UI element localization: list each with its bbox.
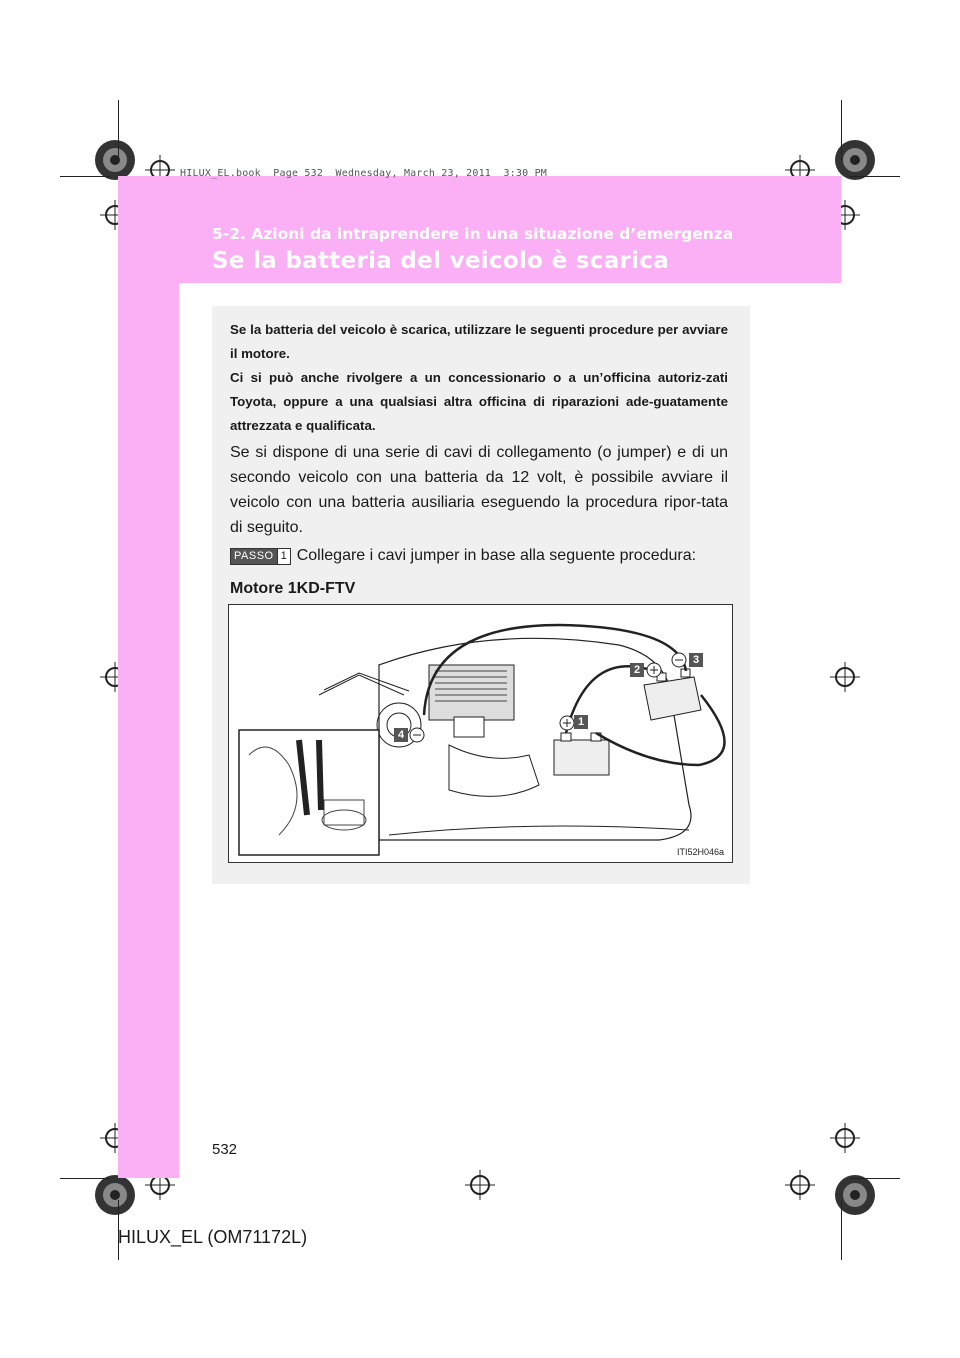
crop-line: [60, 1178, 110, 1179]
section-title: 5-2. Azioni da intraprendere in una situazione d’emergenza: [212, 225, 734, 243]
step-badge-number: 1: [277, 549, 290, 564]
step-badge: [230, 548, 291, 565]
crop-line: [841, 100, 842, 160]
book-stamp: HILUX_EL.book Page 532 Wednesday, March 23, 2011 3:30 PM: [180, 168, 548, 179]
crop-line: [118, 100, 119, 160]
step-1: [230, 547, 696, 565]
crosshair-mark-10: [465, 1170, 495, 1200]
crop-line: [850, 1178, 900, 1179]
crop-line: [841, 1200, 842, 1260]
crop-line: [60, 176, 110, 177]
step-text: Collegare i cavi jumper in base alla seguente procedura:: [296, 547, 697, 564]
footer-code: HILUX_EL (OM71172L): [118, 1227, 308, 1247]
marker-1: 1: [574, 715, 588, 729]
figure-code: ITI52H046a: [676, 847, 724, 857]
crosshair-mark-6: [830, 662, 860, 692]
crosshair-mark-8: [830, 1123, 860, 1153]
engine-illustration: [228, 604, 733, 863]
intro-paragraph-2: Ci si può anche rivolgere a un concessionario o a un’officina autoriz-zati Toyota, oppure a una qualsiasi altra officina di riparazioni ade-guatamente attrezzata e qualificata.: [230, 370, 728, 433]
intro-paragraph-1: Se la batteria del veicolo è scarica, utilizzare le seguenti procedure per avviare il motore.: [230, 322, 728, 361]
page-title: Se la batteria del veicolo è scarica: [212, 248, 670, 274]
marker-4: 4: [394, 728, 408, 742]
body-paragraph: Se si dispone di una serie di cavi di collegamento (o jumper) e di un secondo veicolo con una batteria da 12 volt, è possibile avviare il veicolo con una batteria ausiliaria eseguendo la procedura ripor-tata di seguito.: [230, 444, 728, 536]
engine-label: Motore 1KD-FTV: [230, 580, 356, 597]
intro-text: [230, 318, 728, 438]
crop-line: [850, 176, 900, 177]
marker-3: 3: [689, 653, 703, 667]
page-number: 532: [212, 1141, 238, 1158]
marker-2: 2: [630, 663, 644, 677]
side-tab-band: [118, 283, 179, 1178]
crosshair-mark-11: [785, 1170, 815, 1200]
step-badge-label: PASSO: [231, 549, 277, 564]
